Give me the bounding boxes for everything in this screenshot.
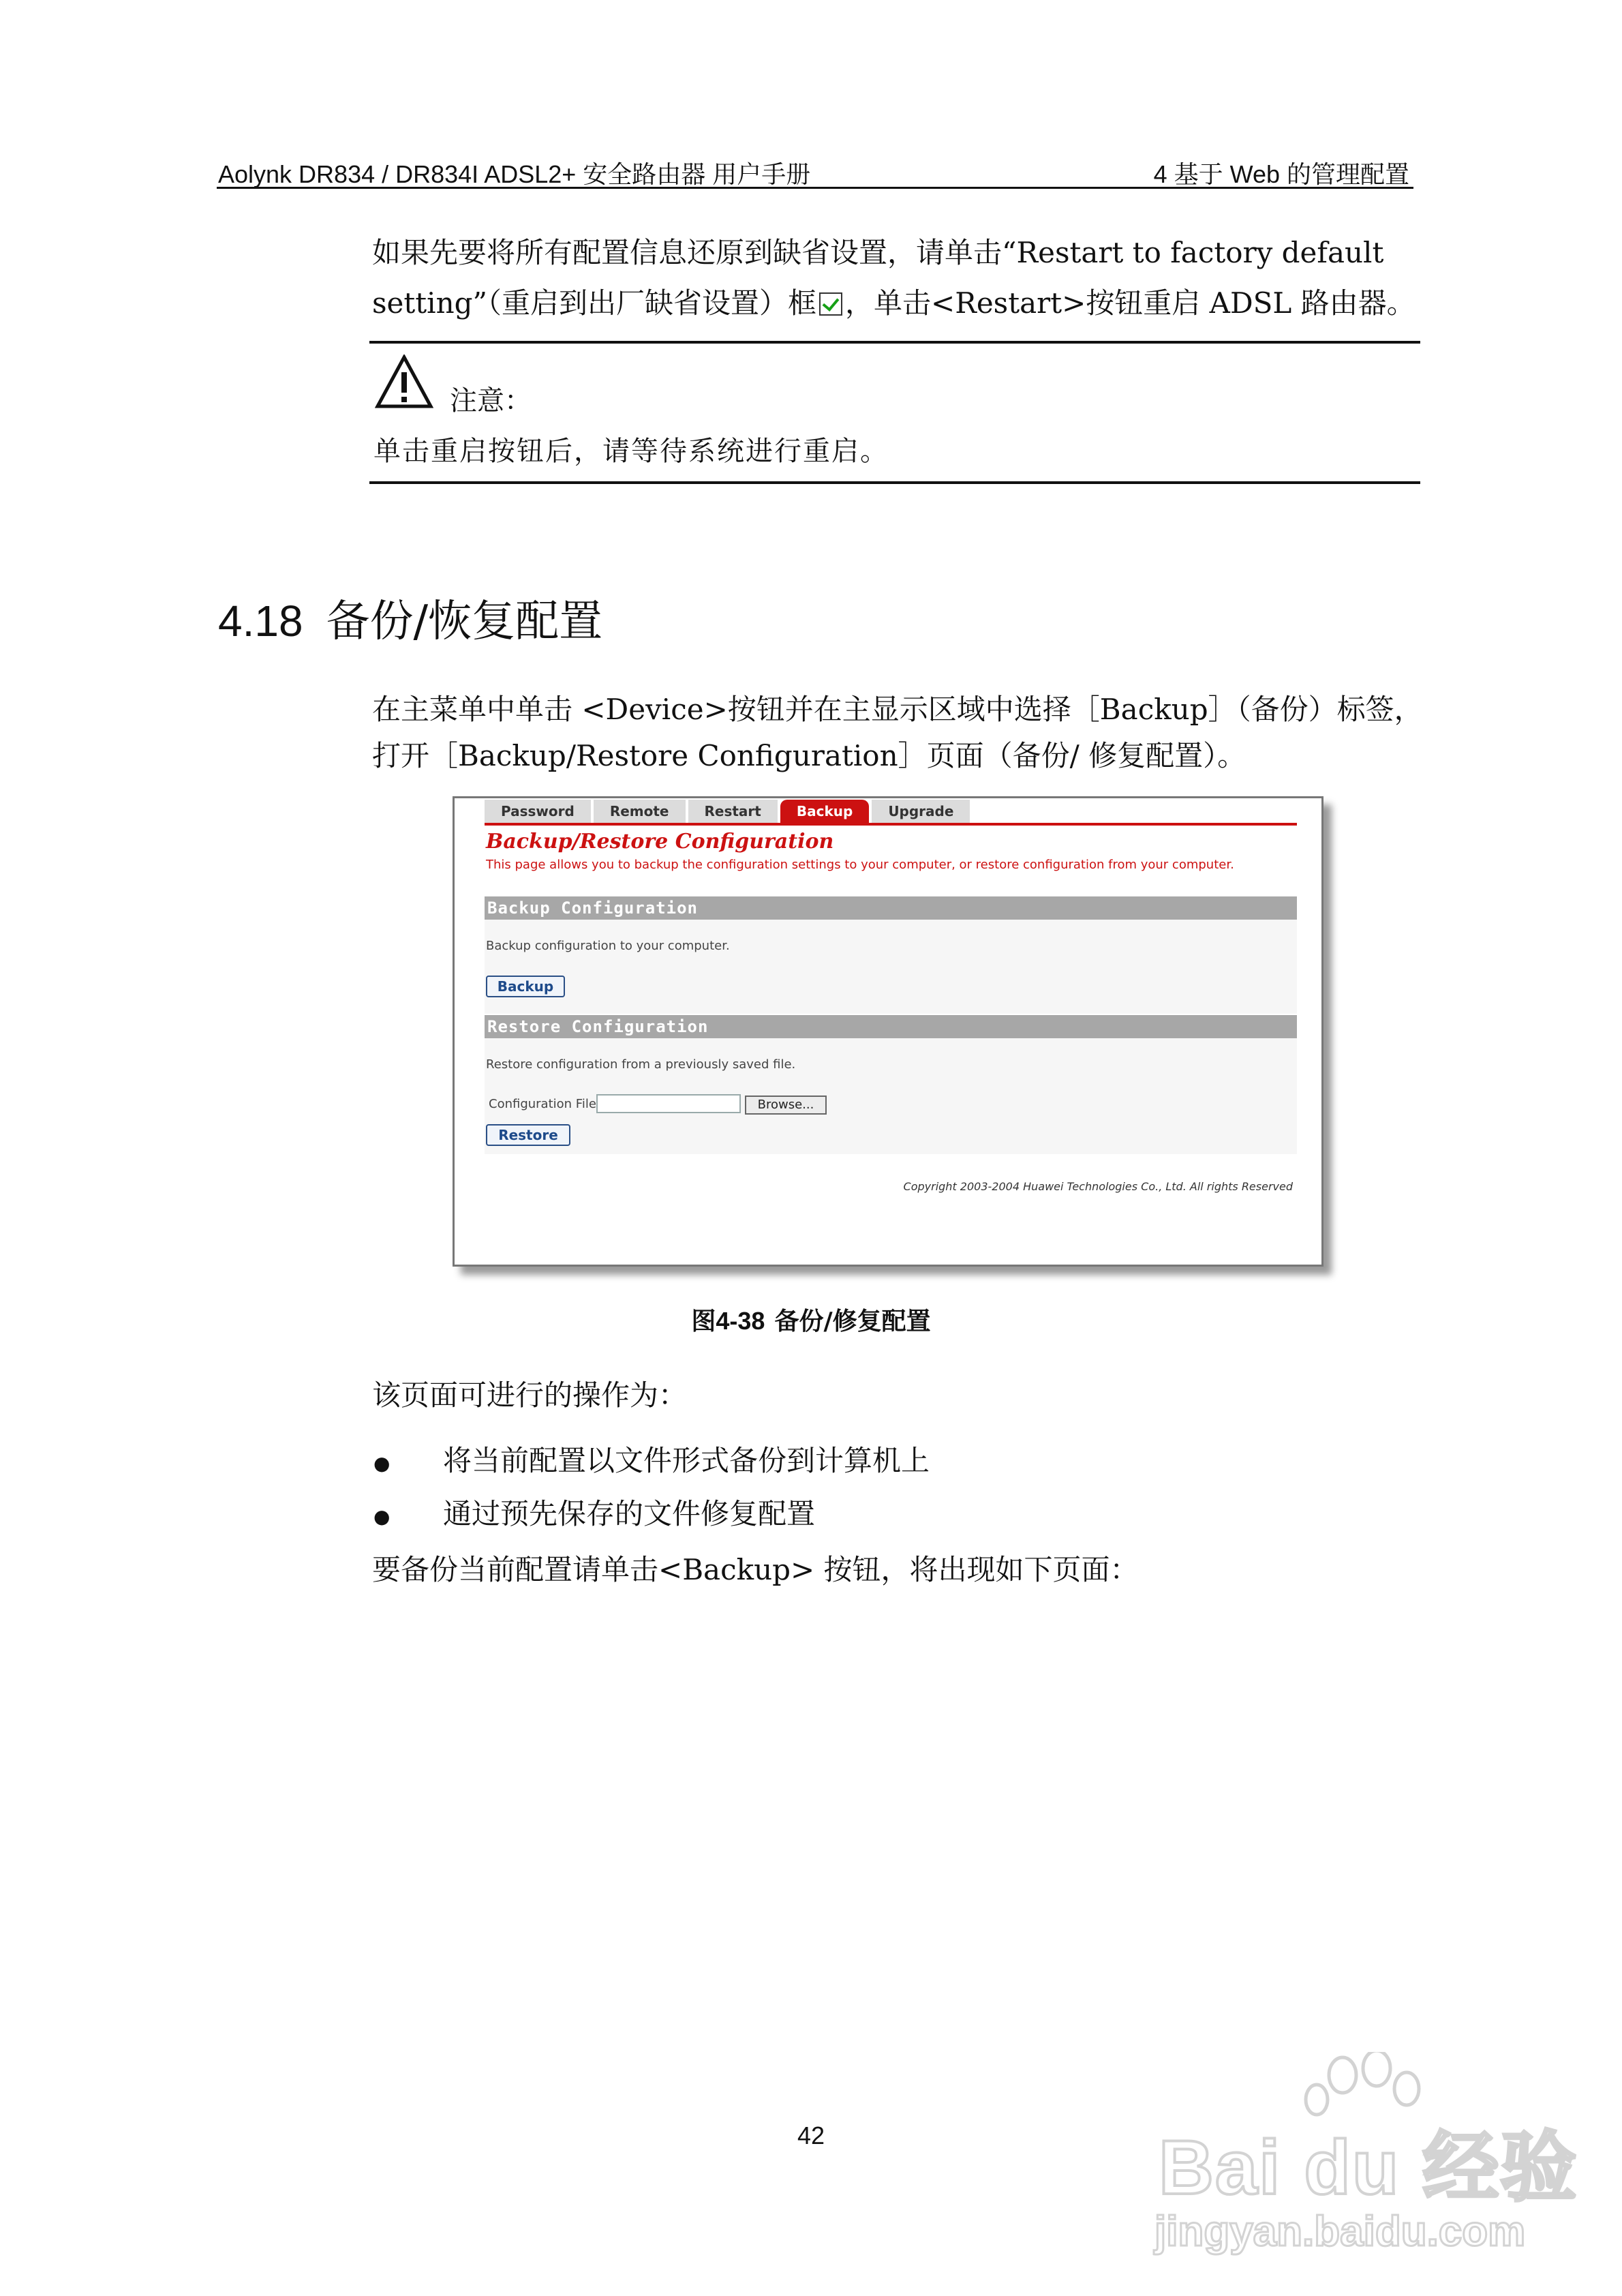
restore-section-header: Restore Configuration <box>485 1015 1297 1038</box>
header-title: Aolynk DR834 / DR834I ADSL2+ 安全路由器 用户手册 <box>218 160 811 188</box>
tab-upgrade[interactable]: Upgrade <box>872 800 970 823</box>
ops-item: 将当前配置以文件形式备份到计算机上 <box>443 1444 930 1477</box>
figure-caption <box>0 1302 1622 1337</box>
router-config-page <box>479 798 1297 1265</box>
intro-line-2: setting”（重启到出厂缺省设置）框 ，单击<Restart>按钮重启 ADSL 路由器。 <box>372 286 1416 320</box>
tab-backup[interactable]: Backup <box>780 800 869 823</box>
copyright-text: Copyright 2003-2004 Huawei Technologies Co., Ltd. All rights Reserved <box>903 1180 1293 1193</box>
tab-restart[interactable]: Restart <box>688 800 778 823</box>
checked-checkbox-icon <box>819 292 842 316</box>
bullet-icon: ● <box>373 1505 391 1528</box>
header-rule <box>217 187 1413 189</box>
page-description: This page allows you to backup the configuration settings to your computer, or restore configuration from your computer. <box>486 858 1234 872</box>
figure-number: 图4-38 <box>691 1307 765 1335</box>
tab-password[interactable]: Password <box>485 800 591 823</box>
tab-bar <box>485 800 970 823</box>
ops-intro: 该页面可进行的操作为： <box>372 1378 688 1412</box>
browse-button[interactable]: Browse... <box>745 1096 827 1115</box>
figure-title: 备份/修复配置 <box>774 1308 931 1335</box>
header-chapter: 4 基于 Web 的管理配置 <box>1153 160 1409 188</box>
page-number: 42 <box>797 2121 825 2149</box>
restore-button[interactable]: Restore <box>486 1124 570 1146</box>
note-bottom-rule <box>369 481 1420 484</box>
backup-section-header: Backup Configuration <box>485 896 1297 920</box>
watermark-url: jingyan.baidu.com <box>1154 2208 1526 2255</box>
bullet-icon: ● <box>373 1452 391 1475</box>
section-para-line-1: 在主菜单中单击 <Device>按钮并在主显示区域中选择［Backup］（备份）标签， <box>372 693 1423 726</box>
tab-underline <box>485 823 1297 826</box>
backup-description: Backup configuration to your computer. <box>486 939 730 953</box>
backup-button[interactable]: Backup <box>486 976 565 997</box>
tab-remote[interactable]: Remote <box>594 800 686 823</box>
restore-description: Restore configuration from a previously saved file. <box>486 1057 796 1072</box>
note-top-rule <box>369 341 1420 344</box>
config-file-label: Configuration File <box>489 1097 596 1111</box>
ops-item: 通过预先保存的文件修复配置 <box>443 1497 816 1530</box>
watermark-brand: Bai du 经验 <box>1159 2125 1578 2210</box>
note-title: 注意： <box>450 385 532 417</box>
intro-line-1: 如果先要将所有配置信息还原到缺省设置，请单击“Restart to factory default <box>372 236 1384 269</box>
backup-panel <box>485 920 1297 1014</box>
ops-after: 要备份当前配置请单击<Backup> 按钮，将出现如下页面： <box>372 1553 1139 1586</box>
warning-icon <box>375 354 433 409</box>
section-title: 备份/恢复配置 <box>326 596 603 647</box>
section-para-line-2: 打开［Backup/Restore Configuration］页面（备份/ 修复配置）。 <box>372 739 1246 772</box>
screenshot-frame <box>453 796 1323 1267</box>
page-title: Backup/Restore Configuration <box>486 830 834 854</box>
note-text: 单击重启按钮后，请等待系统进行重启。 <box>373 436 889 467</box>
baidu-watermark <box>1152 2052 1578 2256</box>
section-heading <box>218 586 602 649</box>
section-number: 4.18 <box>218 596 303 646</box>
config-file-input[interactable] <box>596 1094 741 1113</box>
restore-panel <box>485 1038 1297 1154</box>
